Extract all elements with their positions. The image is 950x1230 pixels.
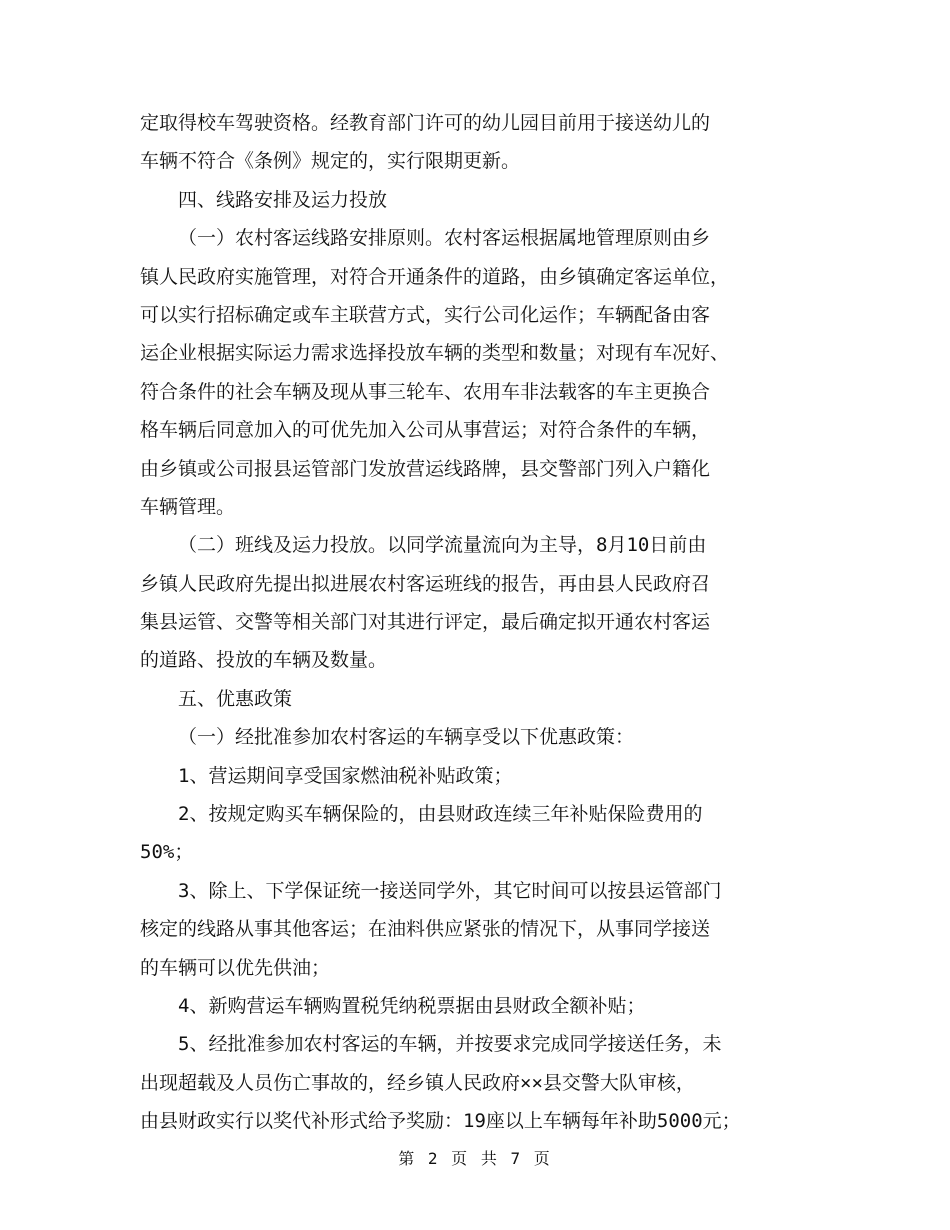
text-line: 四、线路安排及运力投放 <box>178 188 388 211</box>
text-line: 镇人民政府实施管理，对符合开通条件的道路，由乡镇确定客运单位， <box>140 265 730 288</box>
text-line: 5、经批准参加农村客运的车辆，并按要求完成同学接送任务，未 <box>178 1033 722 1056</box>
text-line: （一）经批准参加农村客运的车辆享受以下优惠政策： <box>178 726 635 749</box>
text-line: 车辆管理。 <box>140 495 236 518</box>
text-line: 2、按规定购买车辆保险的，由县财政连续三年补贴保险费用的 <box>178 803 703 826</box>
text-line: 集县运管、交警等相关部门对其进行评定，最后确定拟开通农村客运 <box>140 611 711 634</box>
text-line: 1、营运期间享受国家燃油税补贴政策； <box>178 764 513 787</box>
text-line: 4、新购营运车辆购置税凭纳税票据由县财政全额补贴； <box>178 994 646 1017</box>
text-line: 的车辆可以优先供油； <box>140 956 331 979</box>
text-line: 出现超载及人员伤亡事故的，经乡镇人民政府××县交警大队审核， <box>140 1071 695 1094</box>
text-line: 定取得校车驾驶资格。经教育部门许可的幼儿园目前用于接送幼儿的 <box>140 112 711 134</box>
text-line: 3、除上、下学保证统一接送同学外，其它时间可以按县运管部门 <box>178 879 722 902</box>
text-line: 车辆不符合《条例》规定的，实行限期更新。 <box>140 150 521 173</box>
text-line: 乡镇人民政府先提出拟进展农村客运班线的报告，再由县人民政府召 <box>140 572 711 595</box>
text-line: 由县财政实行以奖代补形式给予奖励：19座以上车辆每年补助5000元； <box>140 1110 741 1133</box>
text-line: 格车辆后同意加入的可优先加入公司从事营运；对符合条件的车辆， <box>140 419 711 442</box>
text-line: 由乡镇或公司报县运管部门发放营运线路牌，县交警部门列入户籍化 <box>140 457 711 480</box>
text-line: 运企业根据实际运力需求选择投放车辆的类型和数量；对现有车况好、 <box>140 342 730 365</box>
text-line: 可以实行招标确定或车主联营方式，实行公司化运作；车辆配备由客 <box>140 303 711 326</box>
text-line: （一）农村客运线路安排原则。农村客运根据属地管理原则由乡 <box>178 227 711 250</box>
text-line: 五、优惠政策 <box>178 687 293 710</box>
text-line: 核定的线路从事其他客运；在油料供应紧张的情况下，从事同学接送 <box>140 918 711 941</box>
page-footer: 第 2 页 共 7 页 <box>398 1149 552 1168</box>
text-line: 50%； <box>140 841 194 864</box>
text-line: 的道路、投放的车辆及数量。 <box>140 649 388 672</box>
document-body <box>140 104 810 1141</box>
text-line: （二）班线及运力投放。以同学流量流向为主导，8月10日前由 <box>178 534 707 557</box>
text-line: 符合条件的社会车辆及现从事三轮车、农用车非法载客的车主更换合 <box>140 380 711 403</box>
